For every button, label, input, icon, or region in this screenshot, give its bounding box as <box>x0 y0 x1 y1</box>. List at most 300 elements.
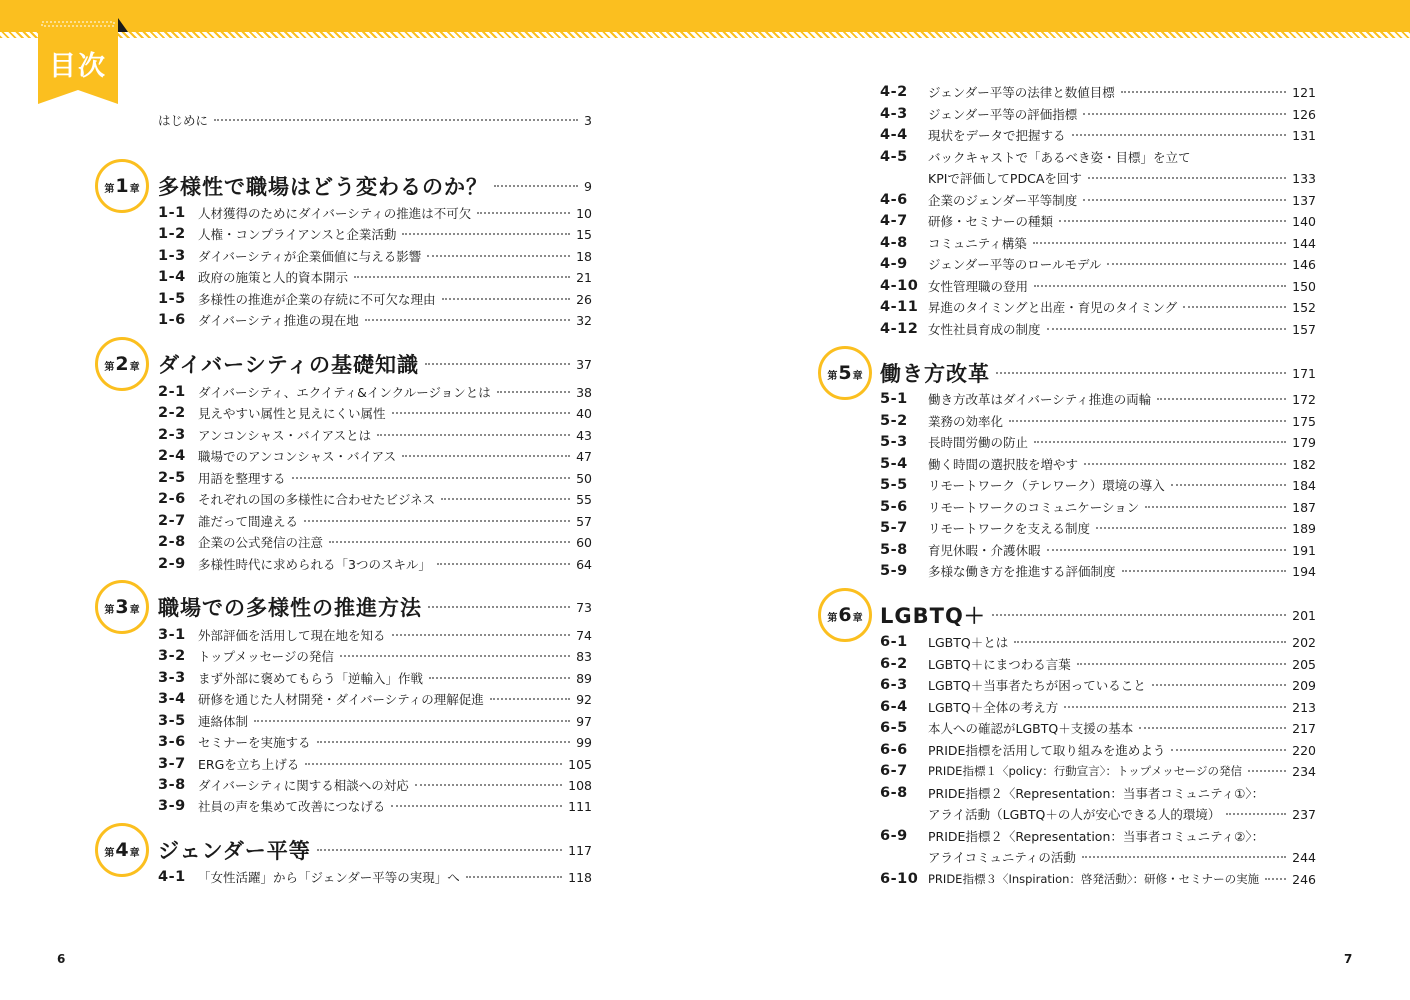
leader-dots <box>497 391 570 393</box>
toc-item-title: LGBTQ＋全体の考え方 <box>928 700 1059 715</box>
badge-prefix: 第 <box>827 613 838 624</box>
toc-item-page: 184 <box>1292 477 1316 493</box>
toc-item-number: 2-4 <box>158 448 186 464</box>
chapter-heading-6[interactable] <box>880 598 1316 632</box>
toc-item[interactable] <box>880 82 1316 102</box>
toc-item[interactable] <box>158 511 592 531</box>
toc-item-page: 217 <box>1292 720 1316 736</box>
toc-item-title: アンコンシャス・バイアスとは <box>198 428 372 443</box>
toc-item[interactable] <box>158 775 592 795</box>
leader-dots <box>996 372 1286 374</box>
toc-item-title: PRIDE指標２〈Representation：当事者コミュニティ①〉： <box>928 786 1265 801</box>
toc-item-number: 4-6 <box>880 192 908 208</box>
chapter-heading-2[interactable] <box>158 347 592 381</box>
leader-dots <box>1059 220 1286 222</box>
toc-item-title: 政府の施策と人的資本開示 <box>198 270 349 285</box>
toc-item-page: 187 <box>1292 499 1316 515</box>
toc-item-number: 6-8 <box>880 785 908 801</box>
leader-dots <box>1077 663 1286 665</box>
toc-item-title: バックキャストで「あるべき姿・目標」を立て <box>928 150 1191 165</box>
toc-item-title: 多様な働き方を推進する評価制度 <box>928 564 1116 579</box>
toc-item-title: ダイバーシティ推進の現在地 <box>198 313 359 328</box>
toc-item-number: 2-1 <box>158 384 186 400</box>
toc-item-title: 「女性活躍」から「ジェンダー平等の実現」へ <box>198 870 460 885</box>
toc-item-page: 179 <box>1292 434 1316 450</box>
toc-item[interactable] <box>158 310 592 330</box>
toc-item-page: 99 <box>576 734 592 750</box>
toc-item-title: アライコミュニティの活動 <box>928 850 1076 865</box>
toc-item-page: 137 <box>1292 192 1316 208</box>
toc-item-number: 2-7 <box>158 513 186 529</box>
toc-item-number: 5-1 <box>880 391 908 407</box>
toc-item-title: 現状をデータで把握する <box>928 128 1066 143</box>
toc-item[interactable] <box>880 783 1316 803</box>
toc-item-page: 205 <box>1292 656 1316 672</box>
chapter-badge-1 <box>95 159 149 213</box>
badge-suffix: 章 <box>129 184 140 195</box>
toc-item[interactable] <box>158 646 592 666</box>
toc-item[interactable] <box>880 233 1316 253</box>
toc-item[interactable] <box>880 654 1316 674</box>
toc-item-page: 194 <box>1292 563 1316 579</box>
leader-dots <box>490 698 570 700</box>
chapter-badge-3 <box>95 580 149 634</box>
toc-item-page: 57 <box>576 513 592 529</box>
toc-item-title: 働き方改革はダイバーシティ推進の両輪 <box>928 392 1152 407</box>
toc-item-number: 6-5 <box>880 720 908 736</box>
toc-item-number: 5-7 <box>880 520 908 536</box>
toc-item-page: 21 <box>576 269 592 285</box>
leader-dots <box>427 255 570 257</box>
toc-item[interactable] <box>880 297 1316 317</box>
toc-item-page: 26 <box>576 291 592 307</box>
leader-dots <box>1171 484 1286 486</box>
toc-item[interactable] <box>880 125 1316 145</box>
leader-dots <box>1088 177 1286 179</box>
toc-item-page: 175 <box>1292 413 1316 429</box>
toc-item-title: 多様性時代に求められる「3つのスキル」 <box>198 557 431 572</box>
toc-item-page: 191 <box>1292 542 1316 558</box>
toc-item-title: ダイバーシティに関する相談への対応 <box>198 778 409 793</box>
toc-item[interactable] <box>880 389 1316 409</box>
toc-item[interactable] <box>158 689 592 709</box>
chapter-title: 働き方改革 <box>880 362 990 386</box>
toc-item-title: ダイバーシティ、エクイティ&インクルージョンとは <box>198 385 491 400</box>
toc-item[interactable] <box>880 697 1316 717</box>
toc-item-number: 3-3 <box>158 670 186 686</box>
toc-item[interactable] <box>158 246 592 266</box>
toc-item-page: 3 <box>584 112 592 128</box>
leader-dots <box>1226 813 1286 815</box>
toc-item-page: 15 <box>576 226 592 242</box>
toc-item-number: 2-2 <box>158 405 186 421</box>
toc-item-page: 133 <box>1292 170 1316 186</box>
toc-item[interactable] <box>158 425 592 445</box>
page-number-left: 6 <box>57 952 66 966</box>
toc-item-number: 4-4 <box>880 127 908 143</box>
toc-item-page: 64 <box>576 556 592 572</box>
leader-dots <box>317 741 571 743</box>
toc-item[interactable] <box>880 454 1316 474</box>
toc-item-title: 職場でのアンコンシャス・バイアス <box>198 449 397 464</box>
toc-item[interactable] <box>880 718 1316 738</box>
toc-item-page: 47 <box>576 448 592 464</box>
chapter-page: 201 <box>1292 607 1316 623</box>
toc-item-title: リモートワークを支える制度 <box>928 521 1091 536</box>
toc-item-number: 1-1 <box>158 205 186 221</box>
toc-item-number: 4-2 <box>880 84 908 100</box>
toc-item[interactable] <box>880 869 1316 889</box>
chapter-page: 171 <box>1292 365 1316 381</box>
leader-dots <box>441 498 570 500</box>
leader-dots <box>477 212 570 214</box>
leader-dots <box>1083 113 1286 115</box>
top-color-band <box>0 0 1410 32</box>
toc-item[interactable] <box>880 740 1316 760</box>
leader-dots <box>1145 506 1286 508</box>
toc-item-title: 研修・セミナーの種類 <box>928 214 1054 229</box>
chapter-badge-6 <box>818 588 872 642</box>
leader-dots <box>992 614 1286 616</box>
toc-item-title: 業務の効率化 <box>928 414 1004 429</box>
toc-item-title: リモートワークのコミュニケーション <box>928 500 1140 515</box>
toc-item[interactable] <box>158 289 592 309</box>
leader-dots <box>415 784 562 786</box>
toc-item-title: LGBTQ＋とは <box>928 635 1009 650</box>
leader-dots <box>1152 684 1286 686</box>
toc-item-number: 6-9 <box>880 828 908 844</box>
badge-prefix: 第 <box>104 848 115 859</box>
leader-dots <box>292 477 571 479</box>
toc-item[interactable] <box>880 518 1316 538</box>
toc-item-number: 2-9 <box>158 556 186 572</box>
toc-item[interactable] <box>158 668 592 688</box>
leader-dots <box>1265 878 1286 880</box>
leader-dots <box>402 455 570 457</box>
toc-item[interactable] <box>880 632 1316 652</box>
toc-item-number: 5-8 <box>880 542 908 558</box>
toc-item-title: 企業の公式発信の注意 <box>198 535 324 550</box>
toc-item[interactable] <box>880 104 1316 124</box>
toc-item-number: 5-5 <box>880 477 908 493</box>
chapter-page: 9 <box>584 178 592 194</box>
toc-item-title: 人材獲得のためにダイバーシティの推進は不可欠 <box>198 206 472 221</box>
badge-number: 1 <box>115 175 129 197</box>
toc-item-page: 209 <box>1292 677 1316 693</box>
toc-item-page: 83 <box>576 648 592 664</box>
badge-prefix: 第 <box>104 605 115 616</box>
toc-item-number: 2-6 <box>158 491 186 507</box>
toc-item-page: 126 <box>1292 106 1316 122</box>
badge-number: 4 <box>115 839 129 861</box>
chapter-heading-5[interactable] <box>880 356 1316 390</box>
toc-intro[interactable] <box>158 110 592 130</box>
toc-item-number: 4-9 <box>880 256 908 272</box>
toc-item-page: 146 <box>1292 256 1316 272</box>
chapter-title: ダイバーシティの基礎知識 <box>158 353 420 377</box>
leader-dots <box>1034 285 1286 287</box>
toc-item-continuation[interactable] <box>880 847 1316 867</box>
toc-item-page: 108 <box>568 777 592 793</box>
toc-item[interactable] <box>880 826 1316 846</box>
toc-item-number: 4-7 <box>880 213 908 229</box>
toc-item[interactable] <box>880 561 1316 581</box>
chapter-page: 37 <box>576 356 592 372</box>
badge-suffix: 章 <box>129 848 140 859</box>
leader-dots <box>1183 306 1286 308</box>
leader-dots <box>254 720 570 722</box>
toc-item-number: 4-10 <box>880 278 919 294</box>
toc-item-page: 244 <box>1292 849 1316 865</box>
toc-title: 目次 <box>49 51 107 82</box>
toc-item-title: PRIDE指標を活用して取り組みを進めよう <box>928 743 1166 758</box>
toc-item-title: 誰だって間違える <box>198 514 299 529</box>
toc-item[interactable] <box>880 190 1316 210</box>
toc-item[interactable] <box>880 675 1316 695</box>
toc-item-page: 144 <box>1292 235 1316 251</box>
toc-item-page: 202 <box>1292 634 1316 650</box>
toc-item-page: 131 <box>1292 127 1316 143</box>
top-stripe-pattern <box>0 32 1410 38</box>
toc-item[interactable] <box>158 532 592 552</box>
toc-item-page: 140 <box>1292 213 1316 229</box>
leader-dots <box>329 541 570 543</box>
toc-item-title: 本人への確認がLGBTQ＋支援の基本 <box>928 721 1134 736</box>
leader-dots <box>1107 263 1286 265</box>
toc-item-number: 6-7 <box>880 763 908 779</box>
leader-dots <box>1083 199 1286 201</box>
toc-item-title: PRIDE指標１〈policy：行動宣言〉：トップメッセージの発信 <box>928 764 1243 778</box>
toc-item-number: 3-1 <box>158 627 186 643</box>
toc-item-number: 6-2 <box>880 656 908 672</box>
toc-item[interactable] <box>880 211 1316 231</box>
leader-dots <box>392 412 571 414</box>
leader-dots <box>494 185 578 187</box>
chapter-badge-4 <box>95 823 149 877</box>
leader-dots <box>1064 706 1286 708</box>
badge-number: 3 <box>115 596 129 618</box>
toc-item-title: 用語を整理する <box>198 471 286 486</box>
toc-item-number: 3-6 <box>158 734 186 750</box>
leader-dots <box>425 363 570 365</box>
toc-item[interactable] <box>880 411 1316 431</box>
toc-item-number: 6-10 <box>880 871 919 887</box>
toc-item-title: 人権・コンプライアンスと企業活動 <box>198 227 397 242</box>
toc-item-number: 1-2 <box>158 226 186 242</box>
chapter-title: 多様性で職場はどう変わるのか？ <box>158 175 488 199</box>
toc-item-page: 55 <box>576 491 592 507</box>
leader-dots <box>365 319 570 321</box>
toc-item[interactable] <box>158 796 592 816</box>
toc-item-page: 182 <box>1292 456 1316 472</box>
toc-item-number: 2-3 <box>158 427 186 443</box>
toc-item-number: 4-12 <box>880 321 919 337</box>
toc-item[interactable] <box>158 267 592 287</box>
toc-item-title: 女性管理職の登用 <box>928 279 1029 294</box>
toc-item[interactable] <box>158 203 592 223</box>
chapter-badge-5 <box>818 346 872 400</box>
leader-dots <box>392 634 571 636</box>
toc-item-number: 5-6 <box>880 499 908 515</box>
toc-item[interactable] <box>158 711 592 731</box>
leader-dots <box>1009 420 1286 422</box>
toc-item-number: 2-8 <box>158 534 186 550</box>
toc-item-page: 111 <box>568 798 592 814</box>
toc-item-page: 60 <box>576 534 592 550</box>
toc-item[interactable] <box>880 540 1316 560</box>
toc-item-number: 5-2 <box>880 413 908 429</box>
toc-item[interactable] <box>158 468 592 488</box>
badge-number: 2 <box>115 353 129 375</box>
toc-item-title: 長時間労働の防止 <box>928 435 1029 450</box>
leader-dots <box>1047 549 1287 551</box>
toc-item-number: 1-3 <box>158 248 186 264</box>
chapter-title: ジェンダー平等 <box>158 839 311 863</box>
toc-item-title: LGBTQ＋当事者たちが困っていること <box>928 678 1146 693</box>
toc-item-title: LGBTQ＋にまつわる言葉 <box>928 657 1071 672</box>
leader-dots <box>317 849 562 851</box>
toc-item[interactable] <box>158 554 592 574</box>
toc-item-page: 97 <box>576 713 592 729</box>
toc-item-number: 4-11 <box>880 299 919 315</box>
toc-item-number: 1-5 <box>158 291 186 307</box>
leader-dots <box>466 876 562 878</box>
leader-dots <box>1139 727 1286 729</box>
toc-item-title: 多様性の推進が企業の存続に不可欠な理由 <box>198 292 436 307</box>
badge-prefix: 第 <box>827 371 838 382</box>
leader-dots <box>428 606 570 608</box>
toc-item[interactable] <box>158 754 592 774</box>
toc-item-title: コミュニティ構築 <box>928 236 1027 251</box>
toc-item-continuation[interactable] <box>880 804 1316 824</box>
toc-item-page: 213 <box>1292 699 1316 715</box>
badge-suffix: 章 <box>852 371 863 382</box>
toc-item-title: 育児休暇・介護休暇 <box>928 543 1041 558</box>
toc-item-number: 1-4 <box>158 269 186 285</box>
leader-dots <box>1034 441 1286 443</box>
leader-dots <box>429 677 570 679</box>
toc-item-title: ERGを立ち上げる <box>198 757 300 772</box>
toc-item-page: 237 <box>1292 806 1316 822</box>
toc-item[interactable] <box>880 147 1316 167</box>
toc-item[interactable] <box>880 432 1316 452</box>
toc-item-number: 5-9 <box>880 563 908 579</box>
toc-item-number: 2-5 <box>158 470 186 486</box>
badge-suffix: 章 <box>129 362 140 373</box>
toc-item-page: 150 <box>1292 278 1316 294</box>
toc-item-number: 5-4 <box>880 456 908 472</box>
toc-item[interactable] <box>880 761 1316 781</box>
badge-suffix: 章 <box>852 613 863 624</box>
leader-dots <box>1121 91 1286 93</box>
toc-item-page: 18 <box>576 248 592 264</box>
page-number-right: 7 <box>1344 952 1353 966</box>
badge-prefix: 第 <box>104 362 115 373</box>
toc-item-title: はじめに <box>158 113 209 128</box>
toc-item-page: 220 <box>1292 742 1316 758</box>
toc-item-page: 10 <box>576 205 592 221</box>
leader-dots <box>1171 749 1286 751</box>
toc-item-title: アライ活動（LGBTQ＋の人が安心できる人的環境） <box>928 807 1221 822</box>
chapter-title: LGBTQ＋ <box>880 604 986 628</box>
toc-item[interactable] <box>158 867 592 887</box>
toc-item-page: 118 <box>568 869 592 885</box>
toc-item-page: 246 <box>1292 871 1316 887</box>
toc-item[interactable] <box>880 475 1316 495</box>
toc-item-number: 3-8 <box>158 777 186 793</box>
toc-item-title: PRIDE指標３〈Inspiration：啓発活動〉：研修・セミナーの実施 <box>928 872 1260 886</box>
toc-item[interactable] <box>880 254 1316 274</box>
leader-dots <box>214 119 578 121</box>
toc-item-page: 234 <box>1292 763 1316 779</box>
toc-item-number: 3-9 <box>158 798 186 814</box>
toc-item-number: 5-3 <box>880 434 908 450</box>
toc-item-title: 女性社員育成の制度 <box>928 322 1041 337</box>
leader-dots <box>340 655 570 657</box>
leader-dots <box>442 298 571 300</box>
leader-dots <box>402 233 570 235</box>
toc-item-title: PRIDE指標２〈Representation：当事者コミュニティ②〉： <box>928 829 1265 844</box>
toc-item-number: 3-2 <box>158 648 186 664</box>
toc-item-number: 6-6 <box>880 742 908 758</box>
leader-dots <box>377 434 570 436</box>
toc-item-title: 研修を通じた人材開発・ダイバーシティの理解促進 <box>198 692 484 707</box>
toc-item-page: 43 <box>576 427 592 443</box>
toc-item[interactable] <box>158 224 592 244</box>
leader-dots <box>1047 328 1287 330</box>
toc-item[interactable] <box>158 732 592 752</box>
toc-item-number: 3-7 <box>158 756 186 772</box>
toc-item-number: 6-3 <box>880 677 908 693</box>
toc-item-title: KPIで評価してPDCAを回す <box>928 171 1082 186</box>
leader-dots <box>391 805 562 807</box>
leader-dots <box>305 763 562 765</box>
chapter-heading-3[interactable] <box>158 590 592 624</box>
toc-item-page: 189 <box>1292 520 1316 536</box>
toc-item-page: 92 <box>576 691 592 707</box>
chapter-heading-4[interactable] <box>158 833 592 867</box>
toc-item-continuation[interactable] <box>880 168 1316 188</box>
toc-item-page: 152 <box>1292 299 1316 315</box>
leader-dots <box>1082 856 1286 858</box>
toc-item-title: 外部評価を活用して現在地を知る <box>198 628 386 643</box>
toc-item-page: 32 <box>576 312 592 328</box>
toc-item[interactable] <box>880 497 1316 517</box>
leader-dots <box>1096 527 1286 529</box>
chapter-page: 117 <box>568 842 592 858</box>
toc-item-number: 6-4 <box>880 699 908 715</box>
toc-item-number: 4-3 <box>880 106 908 122</box>
toc-item[interactable] <box>158 625 592 645</box>
toc-item[interactable] <box>880 276 1316 296</box>
toc-item-number: 4-8 <box>880 235 908 251</box>
toc-item[interactable] <box>158 382 592 402</box>
badge-prefix: 第 <box>104 184 115 195</box>
leader-dots <box>1033 242 1286 244</box>
chapter-heading-1[interactable] <box>158 169 592 203</box>
toc-item[interactable] <box>158 403 592 423</box>
toc-item[interactable] <box>880 319 1316 339</box>
toc-item-page: 121 <box>1292 84 1316 100</box>
toc-item-title: それぞれの国の多様性に合わせたビジネス <box>198 492 436 507</box>
leader-dots <box>1072 134 1287 136</box>
chapter-page: 73 <box>576 599 592 615</box>
badge-number: 5 <box>838 362 852 384</box>
toc-item[interactable] <box>158 489 592 509</box>
badge-number: 6 <box>838 604 852 626</box>
toc-item[interactable] <box>158 446 592 466</box>
toc-ribbon <box>38 18 118 104</box>
